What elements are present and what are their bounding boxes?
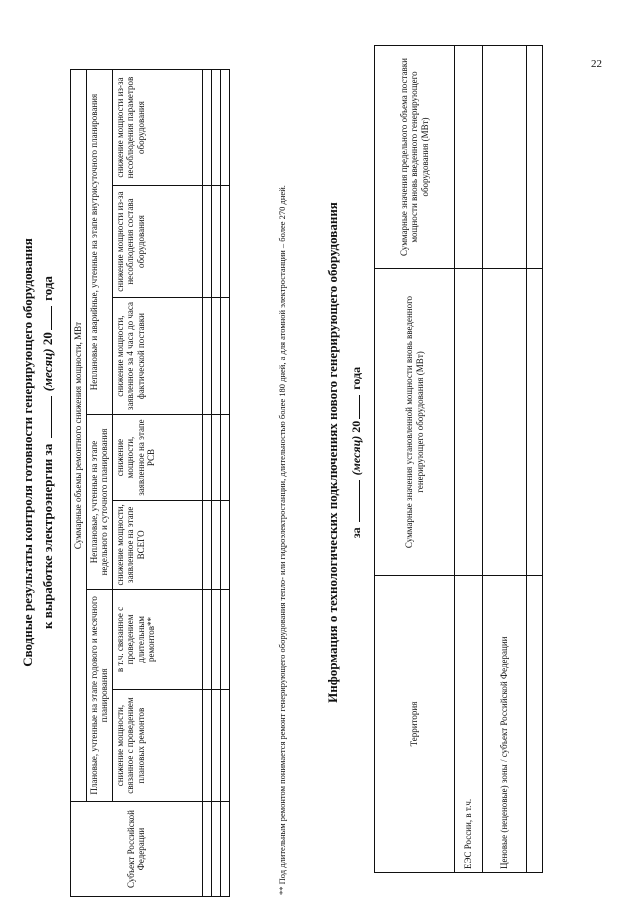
blank-field [359,480,360,522]
blank-field [359,395,360,419]
col-header: снижение мощности, заявленное на этапе РСВ [112,415,202,501]
col-header: снижение мощности из-за несоблюдения параметров оборудования [112,70,202,186]
table-row [220,70,229,897]
header-territory: Территория [375,576,455,873]
page-number: 22 [591,58,602,70]
table-row [211,70,220,897]
table-row [202,70,211,897]
table-row [455,46,483,873]
col-header: снижение мощности из-за несоблюдения состава оборудования [112,186,202,298]
header-subject: Субъект Российской Федерации [71,802,203,897]
header-unplanned-emergency: Неплановые и аварийные, учтенные на этапе внутрисуточного планирования [86,70,112,415]
table-row [112,70,202,897]
blank-field [51,306,52,330]
row-label: Ценовые (неценовые) зоны / субъект Российской Федерации [483,576,527,873]
header-limit: Суммарные значения предельного объема поставки мощности вновь введенного генерирующего оборудования (МВт) [375,46,455,269]
table1-title: Сводные результаты контроля готовности генерирующего оборудования [20,238,35,667]
table-row [71,70,87,897]
header-installed: Суммарные значения установленной мощности вновь введенного генерирующего оборудования (МВт) [375,269,455,576]
table-row [483,46,527,873]
blank-field [51,396,52,438]
header-total: Суммарные объемы ремонтного снижения мощности, МВт [71,70,87,802]
col-header: снижение мощности, заявленное за 4 часа до часа фактической поставки [112,298,202,415]
col-header: снижение мощности, связанное с проведением плановых ремонтов [112,690,202,802]
row-label: ЕЭС России, в т.ч. [455,576,483,873]
col-header: в т.ч. связанное с проведением длительным ремонтов** [112,589,202,689]
footnote: ** Под длительным ремонтом понимается ремонт генерирующего оборудования тепло- или гидроэлектростанции, длительностью более 180 дней, а для атомной электростанции – более 270 дней. [277,185,287,895]
table-row [527,46,543,873]
table2-subtitle: за (месяц) 20 года [349,366,363,539]
header-unplanned-week: Неплановые, учтенные на этапе недельного и суточного планирования [86,415,112,590]
table-row [375,46,455,873]
table1-subtitle: к выработке электроэнергии за (месяц) 20 года [40,276,55,629]
table2-title: Информация о технологических подключениях нового генерирующего оборудования [325,202,340,703]
tech-connections-table [374,45,543,873]
table-row [86,70,112,897]
repair-results-table [70,69,230,897]
header-planned: Плановые, учтенные на этапе годового и месячного планирования [86,589,112,801]
col-header: снижение мощности, заявленное на этапе ВСЕГО [112,500,202,589]
